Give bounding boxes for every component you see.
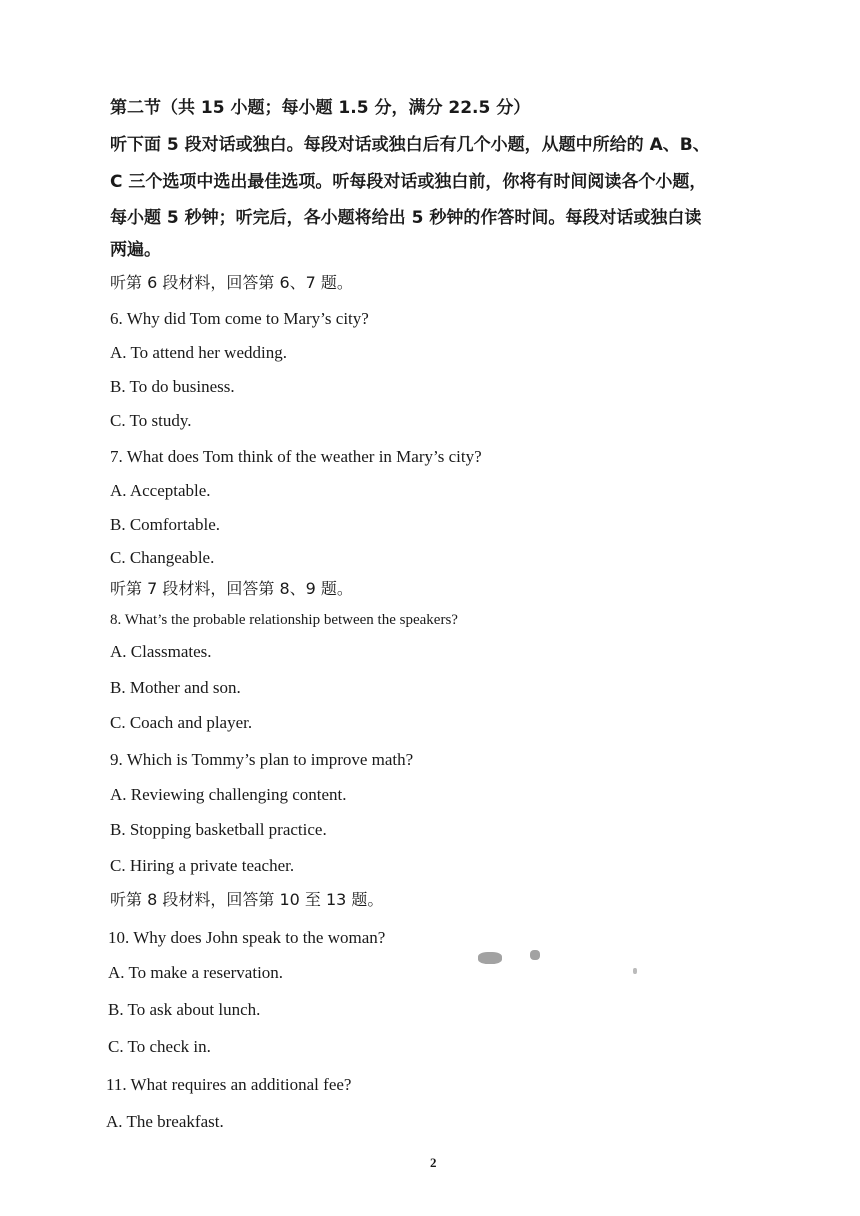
question-7-option-c[interactable]: C. Changeable. <box>110 548 215 567</box>
group-intro-8: 听第 8 段材料，回答第 10 至 13 题。 <box>110 890 384 909</box>
section-header: 第二节（共 15 小题；每小题 1.5 分，满分 22.5 分） <box>110 98 531 118</box>
question-9-option-a[interactable]: A. Reviewing challenging content. <box>110 785 347 804</box>
question-10-option-a[interactable]: A. To make a reservation. <box>108 963 284 982</box>
question-6-option-a[interactable]: A. To attend her wedding. <box>110 343 287 362</box>
instructions-line-1: 听下面 5 段对话或独白。每段对话或独白后有几个小题，从题中所给的 A、B、 <box>110 135 710 155</box>
question-6-option-c[interactable]: C. To study. <box>110 411 192 430</box>
question-10-option-c[interactable]: C. To check in. <box>108 1037 211 1056</box>
question-9-stem: 9. Which is Tommy’s plan to improve math? <box>110 750 414 769</box>
question-6-option-b[interactable]: B. To do business. <box>110 377 235 396</box>
instructions-line-3: 每小题 5 秒钟；听完后，各小题将给出 5 秒钟的作答时间。每段对话或独白读 <box>110 208 702 228</box>
question-8-stem: 8. What’s the probable relationship between the speakers? <box>110 612 458 628</box>
question-8-option-c[interactable]: C. Coach and player. <box>110 713 253 732</box>
scan-smudge <box>478 952 502 964</box>
scan-smudge <box>530 950 540 960</box>
question-7-stem: 7. What does Tom think of the weather in Mary’s city? <box>110 447 482 466</box>
question-6-stem: 6. Why did Tom come to Mary’s city? <box>110 309 369 328</box>
group-intro-6: 听第 6 段材料，回答第 6、7 题。 <box>110 273 353 292</box>
question-9-option-b[interactable]: B. Stopping basketball practice. <box>110 820 327 839</box>
question-11-stem: 11. What requires an additional fee? <box>106 1075 352 1094</box>
question-10-option-b[interactable]: B. To ask about lunch. <box>108 1000 261 1019</box>
instructions-line-4: 两遍。 <box>110 240 161 260</box>
question-10-stem: 10. Why does John speak to the woman? <box>108 928 386 947</box>
scan-smudge <box>633 968 637 974</box>
question-8-option-b[interactable]: B. Mother and son. <box>110 678 241 697</box>
page-number: 2 <box>430 1155 437 1170</box>
question-7-option-a[interactable]: A. Acceptable. <box>110 481 211 500</box>
question-7-option-b[interactable]: B. Comfortable. <box>110 515 221 534</box>
question-9-option-c[interactable]: C. Hiring a private teacher. <box>110 856 295 875</box>
question-11-option-a[interactable]: A. The breakfast. <box>106 1112 224 1131</box>
group-intro-7: 听第 7 段材料，回答第 8、9 题。 <box>110 579 353 598</box>
instructions-line-2: C 三个选项中选出最佳选项。听每段对话或独白前，你将有时间阅读各个小题， <box>110 172 707 192</box>
question-8-option-a[interactable]: A. Classmates. <box>110 642 212 661</box>
